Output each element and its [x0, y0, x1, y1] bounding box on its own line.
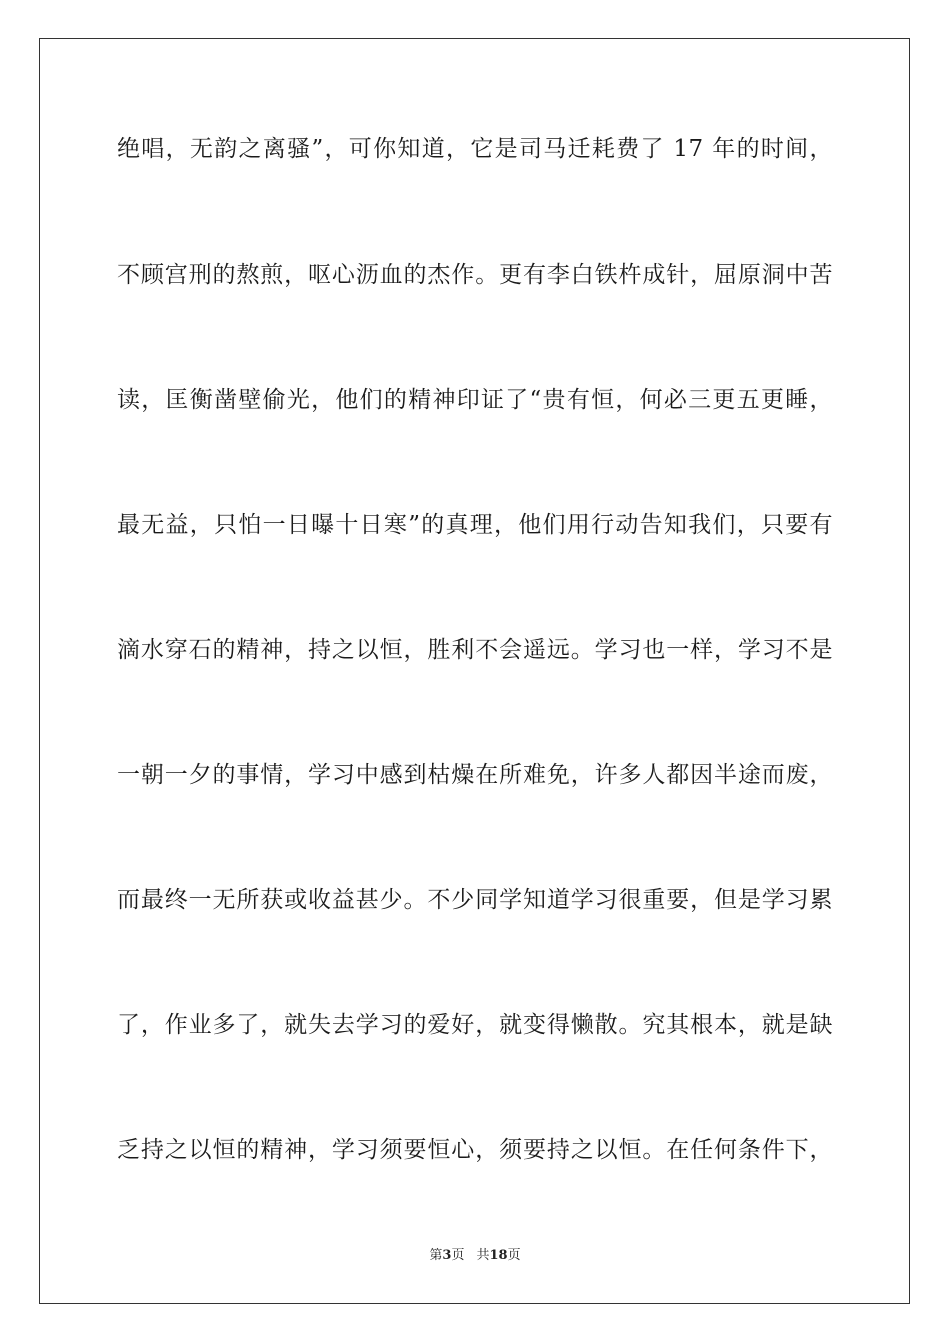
text-line: 最无益，只怕一日曝十日寒”的真理，他们用行动告知我们，只要有	[117, 512, 833, 538]
page-number: 3	[442, 1248, 452, 1263]
text-line: 而最终一无所获或收益甚少。不少同学知道学习很重要，但是学习累	[117, 887, 833, 913]
total-pages: 18	[489, 1248, 508, 1263]
text-line: 了，作业多了，就失去学习的爱好，就变得懒散。究其根本，就是缺	[117, 1012, 833, 1038]
text-line: 绝唱，无韵之离骚”，可你知道，它是司马迁耗费了 17 年的时间，	[117, 136, 833, 162]
page-suffix: 页	[451, 1248, 465, 1263]
total-prefix: 共	[476, 1248, 490, 1263]
text-line: 读，匡衡凿壁偷光，他们的精神印证了“贵有恒，何必三更五更睡，	[117, 387, 833, 413]
page-footer	[0, 1246, 950, 1266]
total-suffix: 页	[507, 1248, 521, 1263]
text-line: 一朝一夕的事情，学习中感到枯燥在所难免，许多人都因半途而废，	[117, 762, 833, 788]
text-line: 乏持之以恒的精神，学习须要恒心，须要持之以恒。在任何条件下，	[117, 1137, 833, 1163]
text-line: 不顾宫刑的熬煎，呕心沥血的杰作。更有李白铁杵成针，屈原洞中苦	[117, 262, 833, 288]
page-prefix: 第	[429, 1248, 443, 1263]
page-border	[39, 38, 910, 1304]
text-line: 滴水穿石的精神，持之以恒，胜利不会遥远。学习也一样，学习不是	[117, 637, 833, 663]
